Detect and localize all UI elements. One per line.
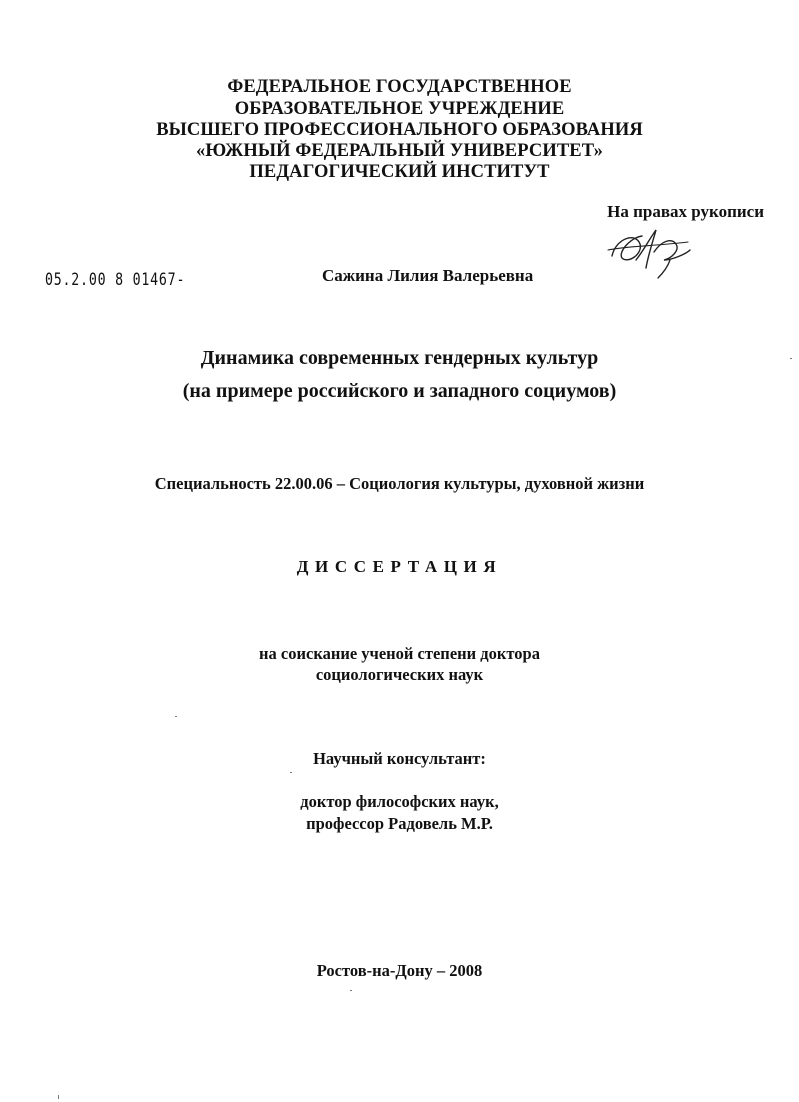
handwritten-signature	[606, 224, 692, 280]
institution-line-2: ОБРАЗОВАТЕЛЬНОЕ УЧРЕЖДЕНИЕ	[234, 99, 565, 119]
scan-speck	[790, 358, 792, 359]
city-year: Ростов-на-Дону – 2008	[316, 961, 483, 980]
scan-speck	[350, 990, 352, 991]
advisor-label: Научный консультант:	[313, 749, 486, 768]
advisor-name: профессор Радовель М.Р.	[306, 814, 493, 833]
scan-speck	[290, 772, 292, 773]
document-type: ДИССЕРТАЦИЯ	[296, 557, 503, 576]
institution-line-4: «ЮЖНЫЙ ФЕДЕРАЛЬНЫЙ УНИВЕРСИТЕТ»	[195, 141, 604, 161]
degree-line-1: на соискание ученой степени доктора	[259, 644, 540, 663]
registration-stamp: 05.2.00 8 01467-	[45, 270, 186, 290]
scan-speck	[58, 1095, 59, 1099]
scan-speck	[175, 716, 177, 717]
degree-line-2: социологических наук	[315, 665, 484, 684]
manuscript-note: На правах рукописи	[607, 202, 764, 221]
specialty: Специальность 22.00.06 – Социология культуры, духовной жизни	[154, 474, 645, 493]
advisor-degree: доктор философских наук,	[300, 792, 499, 811]
institution-line-1: ФЕДЕРАЛЬНОЕ ГОСУДАРСТВЕННОЕ	[227, 77, 572, 97]
title-line-1: Динамика современных гендерных культур	[200, 347, 599, 369]
author-name: Сажина Лилия Валерьевна	[322, 266, 534, 285]
institution-line-5: ПЕДАГОГИЧЕСКИЙ ИНСТИТУТ	[249, 162, 550, 182]
title-line-2: (на примере российского и западного социумов)	[182, 380, 617, 402]
institution-line-3: ВЫСШЕГО ПРОФЕССИОНАЛЬНОГО ОБРАЗОВАНИЯ	[156, 120, 643, 140]
